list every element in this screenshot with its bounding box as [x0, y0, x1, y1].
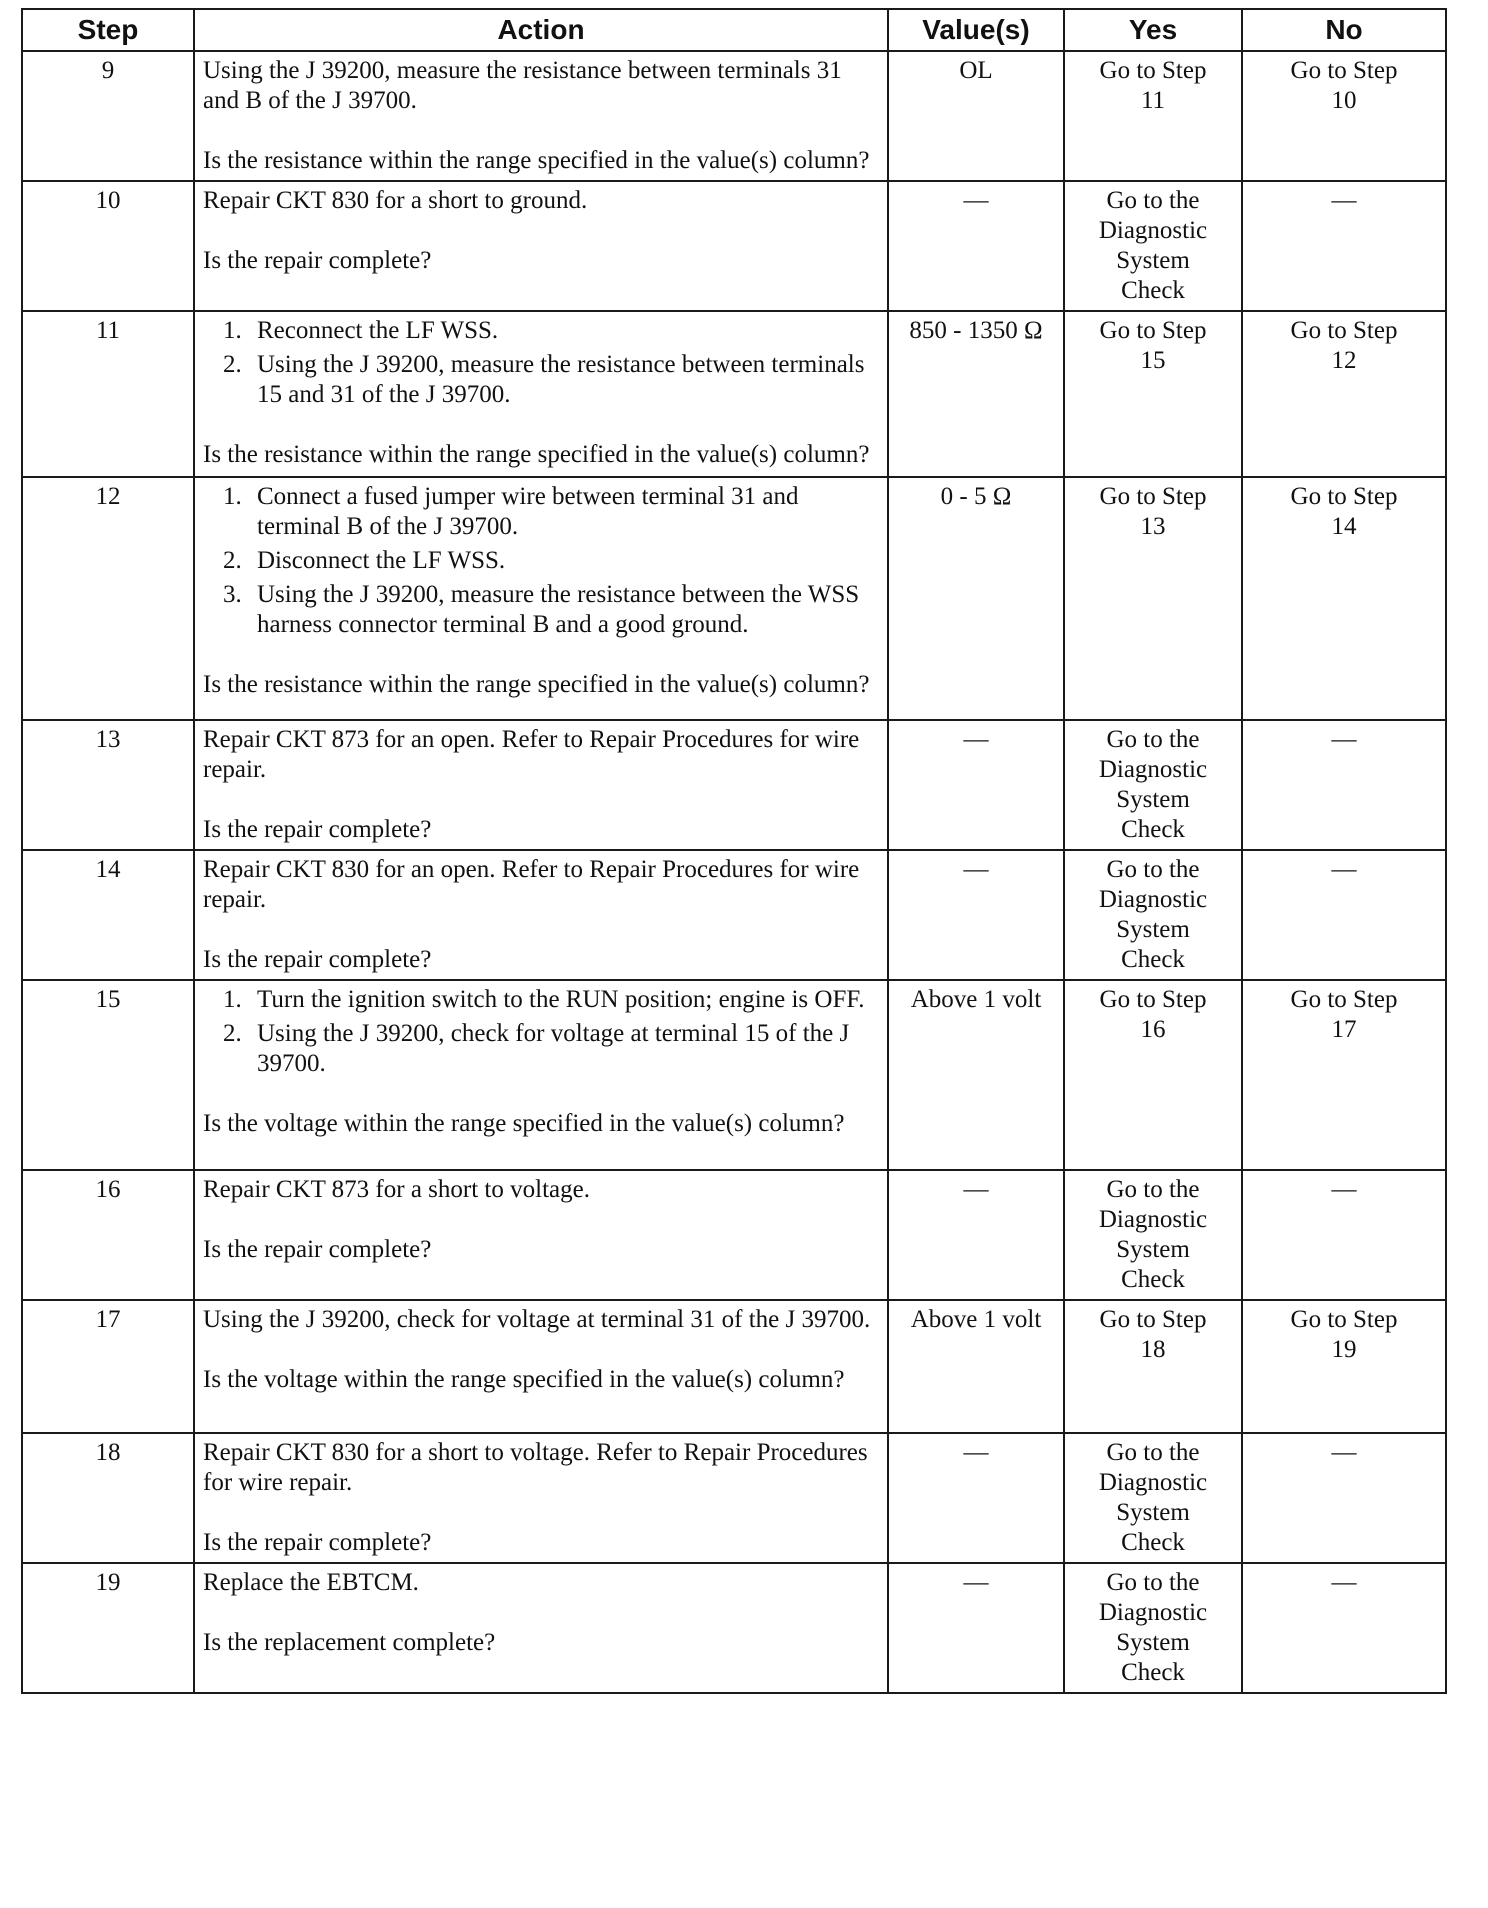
action-cell: [194, 850, 888, 980]
action-cell: [194, 51, 888, 181]
table-row: [22, 477, 1446, 720]
yes-text-line: Go to the: [1106, 1569, 1200, 1596]
yes-text-line: 13: [1140, 513, 1166, 540]
value-cell: —: [888, 1563, 1064, 1693]
yes-cell: [1064, 1433, 1242, 1563]
no-text-line: Go to Step: [1290, 317, 1398, 344]
action-step-number: 2.: [223, 351, 242, 378]
action-text: Repair CKT 830 for an open. Refer to Repair Procedures for wire repair.: [203, 856, 860, 913]
no-text-line: 12: [1331, 347, 1357, 374]
yes-text-line: System: [1116, 247, 1190, 274]
no-text-line: —: [1331, 187, 1357, 214]
yes-text-line: Check: [1121, 1266, 1185, 1293]
no-cell: [1242, 720, 1446, 850]
no-text-line: —: [1331, 856, 1357, 883]
action-cell: [194, 1300, 888, 1433]
yes-cell: [1064, 51, 1242, 181]
action-question: Is the resistance within the range specified in the value(s) column?: [203, 671, 870, 698]
action-step-number: 2.: [223, 547, 242, 574]
table-row: [22, 850, 1446, 980]
no-text-line: —: [1331, 1569, 1357, 1596]
step-number: 14: [22, 850, 194, 980]
step-number: 16: [22, 1170, 194, 1300]
yes-cell: [1064, 1170, 1242, 1300]
action-text: Using the J 39200, check for voltage at terminal 31 of the J 39700.: [203, 1306, 871, 1333]
no-cell: [1242, 980, 1446, 1170]
no-text-line: —: [1331, 1176, 1357, 1203]
table-row: [22, 1563, 1446, 1693]
action-step-text: Connect a fused jumper wire between terminal 31 and terminal B of the J 39700.: [257, 483, 799, 540]
yes-text-line: System: [1116, 916, 1190, 943]
no-cell: [1242, 1563, 1446, 1693]
step-number: 13: [22, 720, 194, 850]
step-number: 19: [22, 1563, 194, 1693]
table-header-row: [22, 9, 1446, 51]
table-row: [22, 51, 1446, 181]
no-text-line: 19: [1331, 1336, 1357, 1363]
header-step: Step: [22, 9, 194, 51]
action-step-number: 2.: [223, 1020, 242, 1047]
table-row: [22, 181, 1446, 311]
yes-text-line: Diagnostic: [1098, 756, 1208, 783]
action-step-item: [203, 350, 879, 410]
no-cell: [1242, 1170, 1446, 1300]
action-step-text: Reconnect the LF WSS.: [257, 317, 499, 344]
action-text: Repair CKT 830 for a short to ground.: [203, 187, 588, 214]
yes-text-line: Diagnostic: [1098, 1206, 1208, 1233]
action-steps-list: [203, 482, 879, 640]
action-cell: [194, 1170, 888, 1300]
action-step-item: [203, 985, 879, 1015]
value-cell: OL: [888, 51, 1064, 181]
yes-cell: [1064, 311, 1242, 477]
no-text-line: Go to Step: [1290, 57, 1398, 84]
yes-text-line: 15: [1140, 347, 1166, 374]
action-step-text: Using the J 39200, check for voltage at terminal 15 of the J 39700.: [257, 1020, 850, 1077]
no-text-line: Go to Step: [1290, 986, 1398, 1013]
yes-text-line: Diagnostic: [1098, 1599, 1208, 1626]
action-cell: [194, 1563, 888, 1693]
action-step-text: Using the J 39200, measure the resistance between the WSS harness connector terminal B and a good ground.: [257, 581, 860, 638]
step-number: 10: [22, 181, 194, 311]
step-number: 17: [22, 1300, 194, 1433]
action-step-text: Using the J 39200, measure the resistance between terminals 15 and 31 of the J 39700.: [257, 351, 865, 408]
step-number: 18: [22, 1433, 194, 1563]
diagnostic-table: [21, 8, 1447, 1694]
yes-text-line: System: [1116, 1499, 1190, 1526]
value-cell: —: [888, 181, 1064, 311]
value-cell: Above 1 volt: [888, 1300, 1064, 1433]
table-row: [22, 980, 1446, 1170]
action-step-number: 1.: [223, 483, 242, 510]
yes-text-line: 18: [1140, 1336, 1166, 1363]
yes-text-line: 11: [1140, 87, 1166, 114]
yes-text-line: Check: [1121, 1659, 1185, 1686]
yes-text-line: Go to the: [1106, 1176, 1200, 1203]
table-row: [22, 311, 1446, 477]
no-cell: [1242, 477, 1446, 720]
action-step-number: 3.: [223, 581, 242, 608]
yes-text-line: Check: [1121, 1529, 1185, 1556]
yes-text-line: Go to the: [1106, 856, 1200, 883]
yes-cell: [1064, 720, 1242, 850]
action-text: Repair CKT 873 for an open. Refer to Repair Procedures for wire repair.: [203, 726, 860, 783]
no-cell: [1242, 181, 1446, 311]
yes-text-line: Go to Step: [1099, 483, 1207, 510]
action-step-item: [203, 580, 879, 640]
yes-text-line: Go to Step: [1099, 986, 1207, 1013]
yes-text-line: System: [1116, 786, 1190, 813]
yes-text-line: Check: [1121, 816, 1185, 843]
yes-text-line: Go to the: [1106, 726, 1200, 753]
no-text-line: —: [1331, 726, 1357, 753]
action-steps-list: [203, 985, 879, 1079]
yes-cell: [1064, 1563, 1242, 1693]
action-question: Is the repair complete?: [203, 816, 432, 843]
action-cell: [194, 720, 888, 850]
yes-text-line: Check: [1121, 946, 1185, 973]
value-cell: Above 1 volt: [888, 980, 1064, 1170]
yes-cell: [1064, 980, 1242, 1170]
value-cell: —: [888, 720, 1064, 850]
yes-text-line: System: [1116, 1629, 1190, 1656]
no-text-line: 17: [1331, 1016, 1357, 1043]
action-steps-list: [203, 316, 879, 410]
header-yes: Yes: [1064, 9, 1242, 51]
yes-text-line: System: [1116, 1236, 1190, 1263]
no-text-line: 14: [1331, 513, 1357, 540]
action-question: Is the replacement complete?: [203, 1629, 496, 1656]
diagnostic-table-page: [21, 8, 1445, 1886]
action-question: Is the repair complete?: [203, 946, 432, 973]
no-text-line: Go to Step: [1290, 1306, 1398, 1333]
no-text-line: 10: [1331, 87, 1357, 114]
header-action: Action: [194, 9, 888, 51]
no-text-line: Go to Step: [1290, 483, 1398, 510]
no-cell: [1242, 1433, 1446, 1563]
action-step-text: Turn the ignition switch to the RUN position; engine is OFF.: [257, 986, 865, 1013]
yes-text-line: Go to Step: [1099, 317, 1207, 344]
action-step-item: [203, 546, 879, 576]
action-step-item: [203, 316, 879, 346]
step-number: 12: [22, 477, 194, 720]
action-cell: [194, 980, 888, 1170]
value-cell: —: [888, 850, 1064, 980]
action-text: Using the J 39200, measure the resistance between terminals 31 and B of the J 39700.: [203, 57, 842, 114]
action-text: Repair CKT 830 for a short to voltage. Refer to Repair Procedures for wire repair.: [203, 1439, 868, 1496]
action-step-item: [203, 1019, 879, 1079]
action-question: Is the resistance within the range specified in the value(s) column?: [203, 441, 870, 468]
no-cell: [1242, 1300, 1446, 1433]
table-row: [22, 720, 1446, 850]
yes-text-line: Go to Step: [1099, 1306, 1207, 1333]
action-text: Repair CKT 873 for a short to voltage.: [203, 1176, 590, 1203]
no-cell: [1242, 850, 1446, 980]
action-question: Is the voltage within the range specified in the value(s) column?: [203, 1366, 845, 1393]
action-cell: [194, 181, 888, 311]
value-cell: 0 - 5 Ω: [888, 477, 1064, 720]
header-no: No: [1242, 9, 1446, 51]
no-cell: [1242, 311, 1446, 477]
action-question: Is the repair complete?: [203, 247, 432, 274]
table-body: [22, 51, 1446, 1693]
yes-text-line: Go to the: [1106, 1439, 1200, 1466]
yes-text-line: Go to Step: [1099, 57, 1207, 84]
no-text-line: —: [1331, 1439, 1357, 1466]
action-step-number: 1.: [223, 317, 242, 344]
table-row: [22, 1170, 1446, 1300]
yes-text-line: Go to the: [1106, 187, 1200, 214]
table-row: [22, 1300, 1446, 1433]
yes-cell: [1064, 1300, 1242, 1433]
step-number: 15: [22, 980, 194, 1170]
yes-cell: [1064, 850, 1242, 980]
yes-text-line: 16: [1140, 1016, 1166, 1043]
action-step-item: [203, 482, 879, 542]
action-question: Is the resistance within the range specified in the value(s) column?: [203, 147, 870, 174]
action-text: Replace the EBTCM.: [203, 1569, 419, 1596]
step-number: 9: [22, 51, 194, 181]
table-row: [22, 1433, 1446, 1563]
value-cell: —: [888, 1433, 1064, 1563]
yes-text-line: Diagnostic: [1098, 1469, 1208, 1496]
value-cell: —: [888, 1170, 1064, 1300]
yes-cell: [1064, 477, 1242, 720]
action-step-number: 1.: [223, 986, 242, 1013]
action-step-text: Disconnect the LF WSS.: [257, 547, 506, 574]
yes-cell: [1064, 181, 1242, 311]
yes-text-line: Diagnostic: [1098, 217, 1208, 244]
action-cell: [194, 477, 888, 720]
action-cell: [194, 311, 888, 477]
action-cell: [194, 1433, 888, 1563]
action-question: Is the voltage within the range specified in the value(s) column?: [203, 1110, 845, 1137]
header-values: Value(s): [888, 9, 1064, 51]
action-question: Is the repair complete?: [203, 1529, 432, 1556]
yes-text-line: Check: [1121, 277, 1185, 304]
step-number: 11: [22, 311, 194, 477]
value-cell: 850 - 1350 Ω: [888, 311, 1064, 477]
yes-text-line: Diagnostic: [1098, 886, 1208, 913]
action-question: Is the repair complete?: [203, 1236, 432, 1263]
no-cell: [1242, 51, 1446, 181]
